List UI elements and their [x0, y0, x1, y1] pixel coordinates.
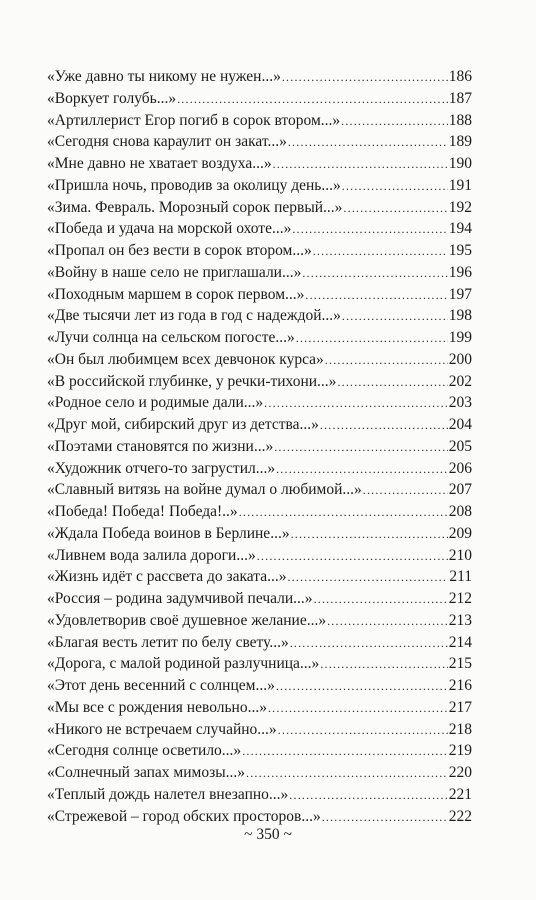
dot-leader — [320, 415, 448, 437]
toc-entry — [47, 588, 472, 610]
toc-entry — [47, 501, 472, 523]
toc-entry — [47, 784, 472, 806]
toc-entry — [47, 262, 472, 284]
toc-entry-page: 187 — [448, 89, 472, 107]
dot-leader — [276, 676, 448, 698]
toc-entry-page: 191 — [448, 176, 472, 194]
dot-leader — [363, 480, 448, 502]
toc-entry — [47, 88, 472, 110]
dot-leader — [327, 611, 448, 633]
toc-entry-page: 221 — [448, 785, 472, 803]
dot-leader — [314, 589, 448, 611]
dot-leader — [242, 741, 448, 763]
toc-entry — [47, 719, 472, 741]
dot-leader — [290, 633, 448, 655]
toc-entry-page: 218 — [448, 720, 472, 738]
dot-leader — [302, 263, 447, 285]
dot-leader — [239, 502, 448, 524]
toc-entry — [47, 66, 472, 88]
toc-entry-title: «Он был любимцем всех девчонок курса» — [47, 350, 324, 368]
toc-entry-page: 212 — [448, 590, 472, 607]
toc-entry-title: «Дорога, с малой родиной разлучница...» — [47, 655, 320, 673]
toc-entry-title: «Воркует голубь...» — [47, 89, 177, 107]
dot-leader — [305, 285, 447, 307]
toc-entry — [47, 240, 472, 262]
toc-entry — [47, 458, 472, 480]
toc-entry-page: 213 — [448, 611, 472, 629]
toc-entry-page: 190 — [448, 155, 472, 172]
toc-entry-title: «Этот день весенний с солнцем...» — [47, 677, 275, 694]
dot-leader — [341, 111, 448, 133]
toc-entry-page: 215 — [448, 655, 472, 673]
toc-entry-page: 194 — [448, 220, 472, 238]
dot-leader — [273, 154, 448, 176]
dot-leader — [322, 807, 448, 829]
toc-entry-title: «Две тысячи лет из года в год с надеждой...» — [47, 307, 341, 325]
toc-entry-title: «Друг мой, сибирский друг из детства...» — [47, 416, 319, 433]
toc-entry-title: «Благая весть летит по белу свету...» — [47, 633, 289, 651]
toc-entry — [47, 175, 472, 197]
dot-leader — [288, 132, 448, 154]
dot-leader — [320, 654, 447, 676]
toc-entry — [47, 806, 472, 828]
toc-entry-title: «Жизнь идёт с рассвета до заката...» — [47, 568, 287, 586]
toc-entry-title: «Пришла ночь, проводив за околицу день...» — [47, 176, 341, 194]
toc-entry-title: «Походным маршем в сорок первом...» — [47, 285, 305, 303]
toc-entry-page: 205 — [448, 437, 472, 455]
dot-leader — [246, 763, 448, 785]
toc-entry-title: «Теплый дождь налетел внезапно...» — [47, 785, 289, 803]
dot-leader — [343, 198, 447, 220]
toc-entry-title: «Сегодня снова караулит он закат...» — [47, 133, 287, 151]
toc-entry-title: «Войну в наше село не приглашали...» — [47, 263, 302, 281]
toc-entry-page: 219 — [448, 742, 472, 760]
toc-entry — [47, 371, 472, 393]
toc-entry — [47, 131, 472, 153]
toc-entry — [47, 327, 472, 349]
dot-leader — [274, 437, 448, 459]
table-of-contents — [47, 66, 472, 827]
toc-entry — [47, 349, 472, 371]
dot-leader — [276, 459, 448, 481]
toc-entry-page: 197 — [448, 285, 472, 303]
toc-entry — [47, 523, 472, 545]
toc-entry — [47, 218, 472, 240]
toc-entry — [47, 697, 472, 719]
toc-entry-page: 214 — [448, 633, 472, 651]
toc-entry — [47, 305, 472, 327]
dot-leader — [291, 524, 448, 546]
toc-entry — [47, 566, 472, 588]
toc-entry-title: «Зима. Февраль. Морозный сорок первый...» — [47, 198, 343, 216]
dot-leader — [287, 567, 448, 589]
toc-entry-page: 195 — [448, 242, 472, 259]
toc-entry — [47, 284, 472, 306]
dot-leader — [268, 698, 448, 720]
toc-entry-title: «Уже давно ты никому не нужен...» — [47, 68, 281, 85]
dot-leader — [337, 372, 447, 394]
toc-entry-title: «Художник отчего-то загрустил...» — [47, 459, 276, 477]
toc-entry — [47, 762, 472, 784]
dot-leader — [313, 241, 448, 263]
dot-leader — [264, 393, 448, 415]
dot-leader — [325, 350, 448, 372]
dot-leader — [257, 546, 448, 568]
page-number: ~ 350 ~ — [244, 826, 292, 843]
toc-entry-title: «Ждала Победа воинов в Берлине...» — [47, 524, 290, 542]
toc-entry-title: «В российской глубинке, у речки-тихони...» — [47, 372, 337, 390]
toc-entry — [47, 110, 472, 132]
dot-leader — [278, 720, 448, 742]
toc-entry-page: 188 — [448, 111, 472, 129]
toc-entry-title: «Ливнем вода залила дороги...» — [47, 546, 256, 564]
toc-entry-page: 186 — [448, 68, 472, 85]
toc-entry — [47, 414, 472, 436]
toc-entry-title: «Победа! Победа! Победа!..» — [47, 503, 238, 520]
toc-entry-title: «Родное село и родимые дали...» — [47, 394, 264, 412]
toc-entry-title: «Удовлетворив своё душевное желание...» — [47, 611, 327, 629]
toc-entry-page: 199 — [448, 329, 472, 346]
toc-entry — [47, 545, 472, 567]
toc-entry-title: «Славный витязь на войне думал о любимой...» — [47, 481, 362, 499]
dot-leader — [342, 306, 448, 328]
toc-entry-page: 203 — [448, 394, 472, 412]
toc-entry-page: 189 — [448, 133, 472, 151]
toc-entry-title: «Никого не встречаем случайно...» — [47, 720, 277, 738]
toc-entry-page: 209 — [448, 524, 472, 542]
toc-entry-page: 202 — [448, 372, 472, 390]
toc-entry — [47, 479, 472, 501]
toc-entry — [47, 740, 472, 762]
toc-entry-page: 217 — [448, 698, 472, 716]
toc-entry-page: 222 — [448, 807, 472, 825]
toc-entry-page: 208 — [448, 503, 472, 520]
dot-leader — [292, 219, 447, 241]
toc-entry-title: «Пропал он без вести в сорок втором...» — [47, 242, 312, 259]
toc-entry-page: 206 — [448, 459, 472, 477]
toc-entry-page: 216 — [448, 677, 472, 694]
toc-entry-page: 210 — [448, 546, 472, 564]
toc-entry-page: 196 — [448, 263, 472, 281]
toc-entry-title: «Мне давно не хватает воздуха...» — [47, 155, 272, 172]
dot-leader — [296, 328, 448, 350]
toc-entry-title: «Сегодня солнце осветило...» — [47, 742, 242, 760]
toc-entry-page: 204 — [448, 416, 472, 433]
dot-leader — [282, 67, 448, 89]
toc-entry-title: «Россия – родина задумчивой печали...» — [47, 590, 313, 607]
dot-leader — [177, 89, 448, 111]
toc-entry-page: 192 — [448, 198, 472, 216]
toc-entry — [47, 153, 472, 175]
toc-entry — [47, 392, 472, 414]
toc-entry-title: «Лучи солнца на сельском погосте...» — [47, 329, 295, 346]
toc-entry-page: 200 — [448, 350, 472, 368]
toc-entry — [47, 675, 472, 697]
toc-entry — [47, 632, 472, 654]
toc-entry-title: «Мы все с рождения невольно...» — [47, 698, 267, 716]
toc-entry — [47, 610, 472, 632]
dot-leader — [342, 176, 448, 198]
dot-leader — [289, 785, 447, 807]
toc-entry-page: 220 — [448, 764, 472, 781]
toc-entry-title: «Стрежевой – город обских просторов...» — [47, 807, 321, 825]
toc-entry-page: 198 — [448, 307, 472, 325]
toc-entry-title: «Солнечный запах мимозы...» — [47, 764, 246, 781]
toc-entry — [47, 653, 472, 675]
toc-entry-title: «Победа и удача на морской охоте...» — [47, 220, 292, 238]
toc-entry-title: «Поэтами становятся по жизни...» — [47, 437, 274, 455]
toc-entry-page: 211 — [449, 568, 472, 586]
toc-entry — [47, 436, 472, 458]
toc-entry-page: 207 — [448, 481, 472, 499]
toc-entry-title: «Артиллерист Егор погиб в сорок втором...» — [47, 111, 341, 129]
toc-entry — [47, 197, 472, 219]
